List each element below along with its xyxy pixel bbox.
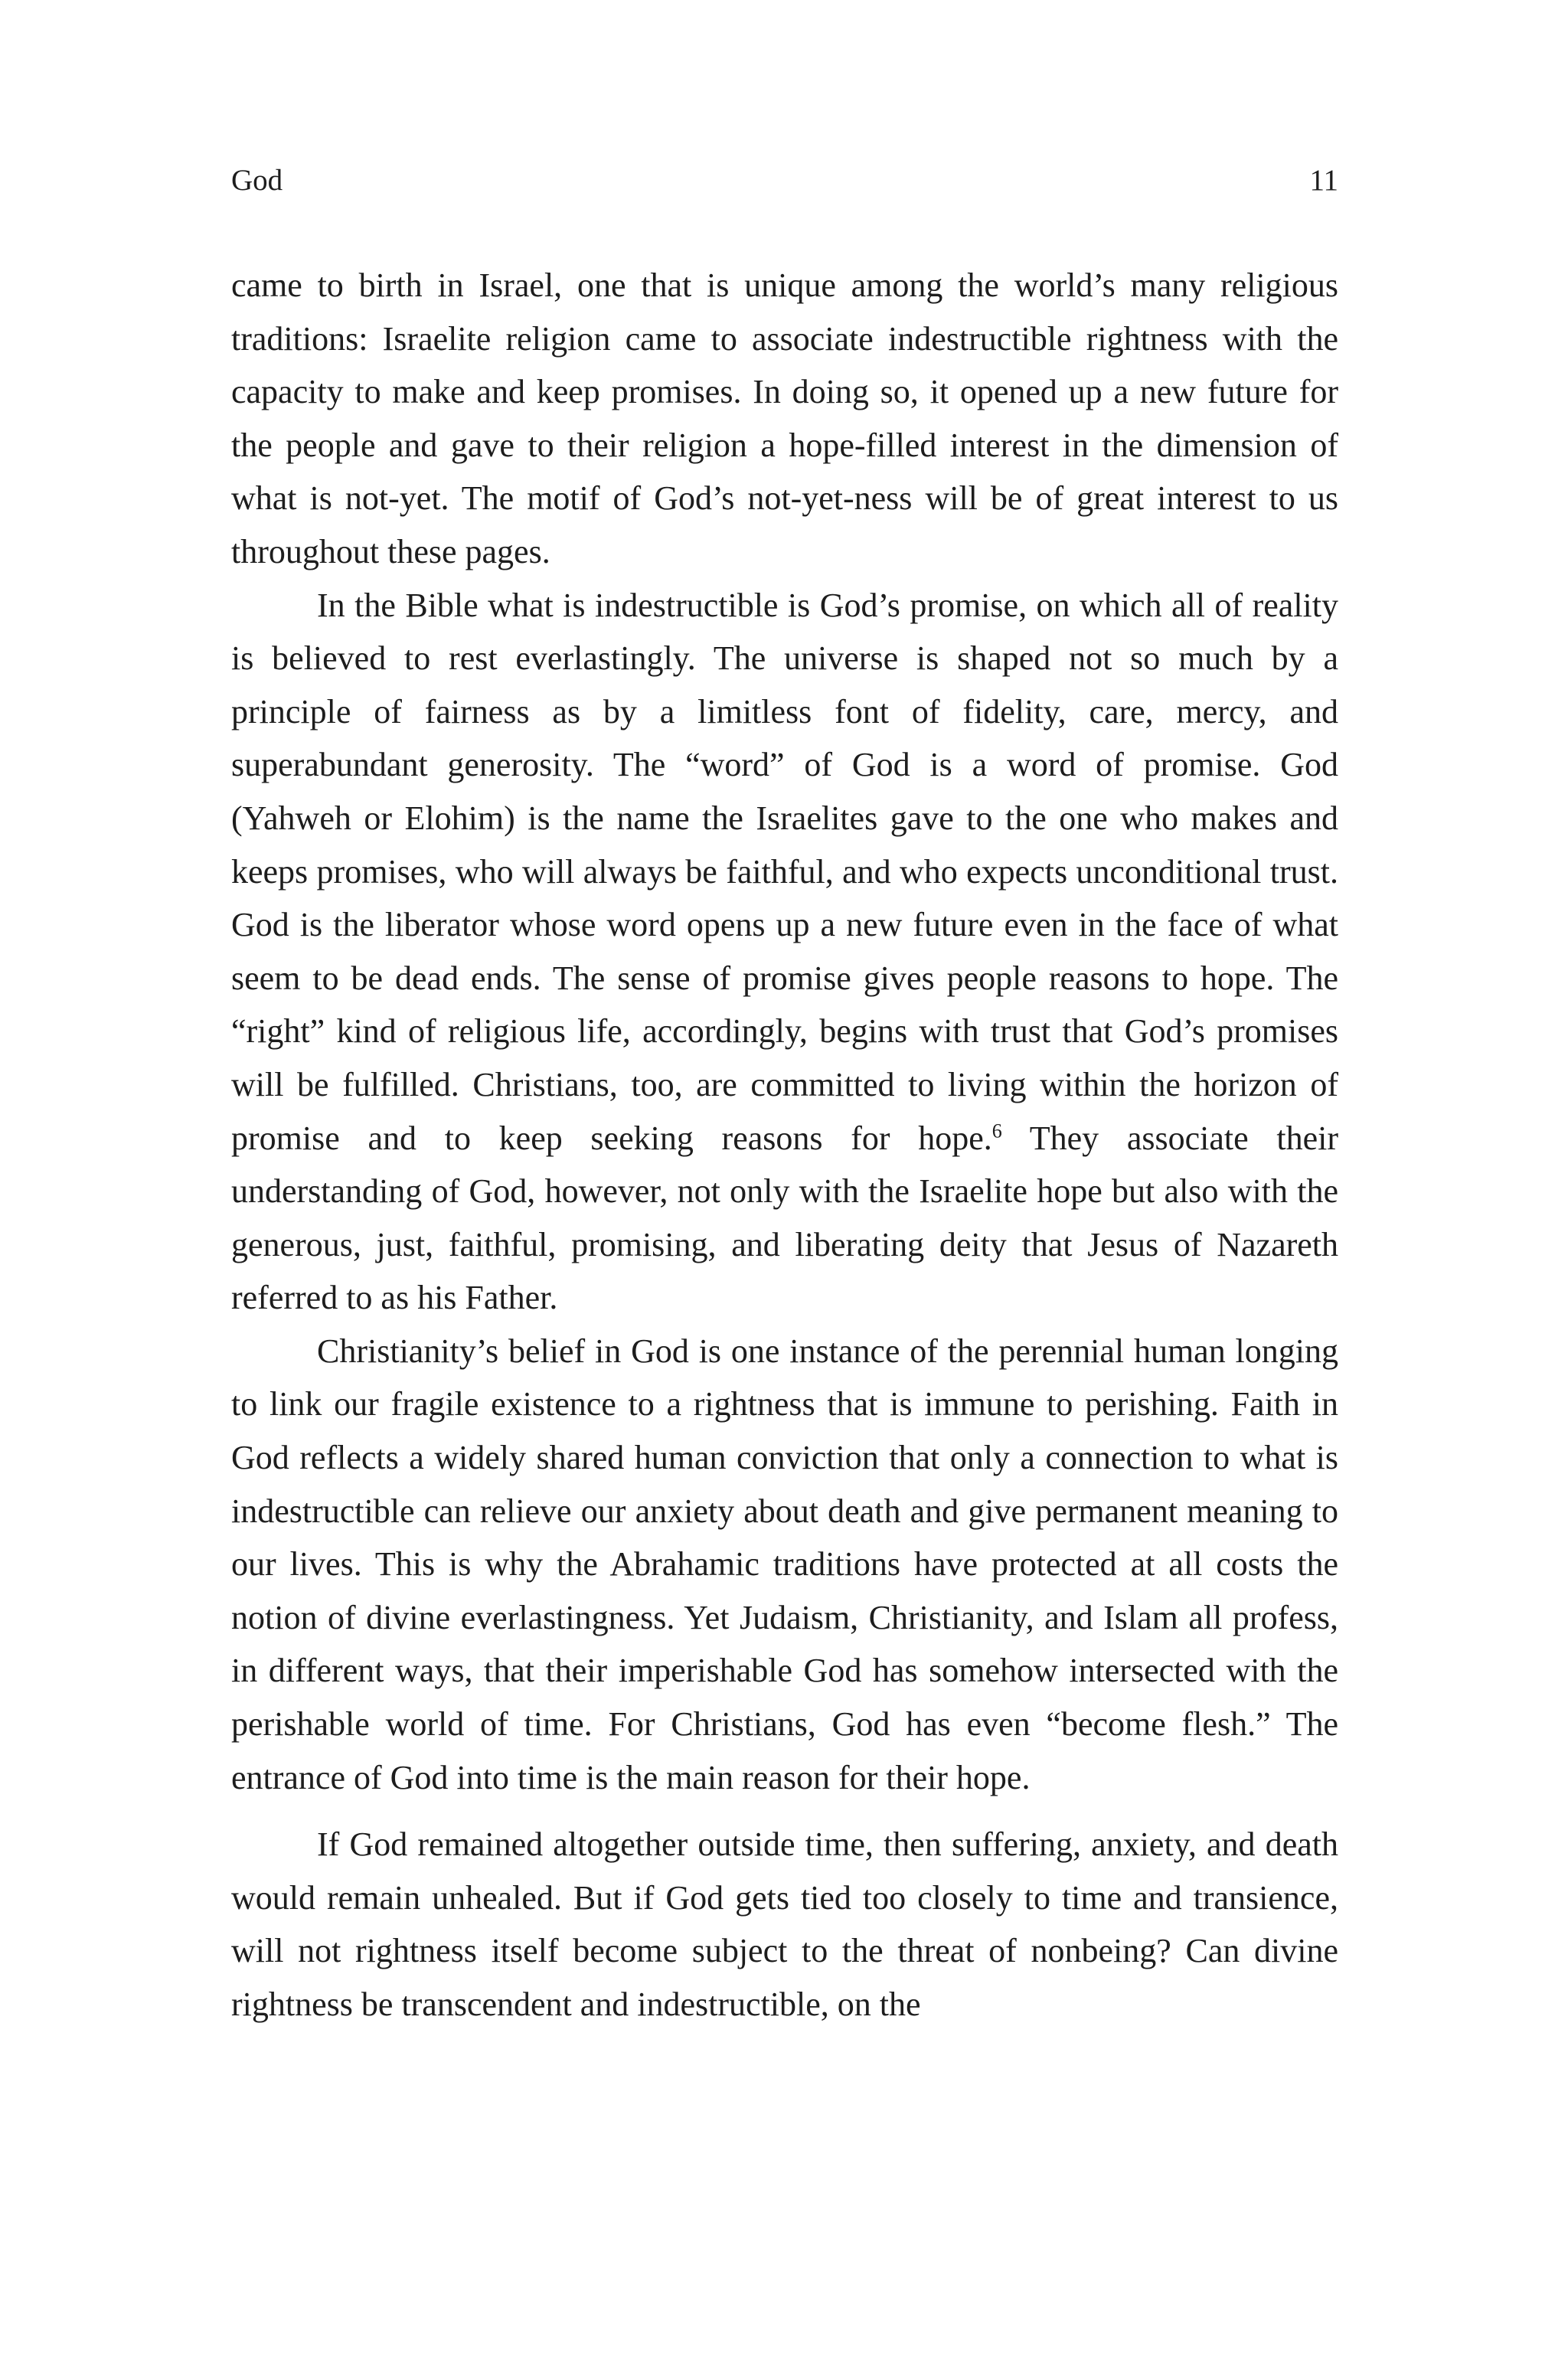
running-head (231, 158, 1338, 204)
paragraph-3: Christianity’s belief in God is one instance of the perennial human longing to link our fragile existence to a rightness that is immune to perishing. Faith in God reflects a widely shared human conviction that only a connection to what is indestructible can relieve our anxiety about death and give permanent meaning to our lives. This is why the Abrahamic traditions have protected at all costs the notion of divine everlastingness. Yet Judaism, Christianity, and Islam all profess, in different ways, that their imperishable God has somehow intersected with the perishable world of time. For Christians, God has even “become flesh.” The entrance of God into time is the main reason for their hope. (231, 1332, 1338, 1796)
footnote-reference[interactable]: 6 (991, 1119, 1002, 1142)
paragraph-2-part-b: They associate their understanding of God, however, not only with the Israelite hope but also with the generous, just, faithful, promising, and liberating deity that Jesus of Nazareth referred to as his Father. (231, 1119, 1339, 1317)
paragraph-4: If God remained altogether outside time, then suffering, anxiety, and death would remain unhealed. But if God gets tied too closely to time and transience, will not rightness itself become subject to the threat of nonbeing? Can divine rightness be transcendent and indestructible, on the (231, 1825, 1338, 2023)
body-text (231, 259, 1338, 2031)
paragraph-2 (231, 579, 1338, 1325)
page-number: 11 (1309, 164, 1338, 197)
paragraph-2-part-a: In the Bible what is indestructible is God’s promise, on which all of reality is believed to rest everlastingly. The universe is shaped not so much by a principle of fairness as by a limitless font of fidelity, care, mercy, and superabundant generosity. The “word” of God is a word of promise. God (Yahweh or Elohim) is the name the Israelites gave to the one who makes and keeps promises, who will always be faithful, and who expects unconditional trust. God is the liberator whose word opens up a new future even in the face of what seem to be dead ends. The sense of promise gives people reasons to hope. The “right” kind of religious life, accordingly, begins with trust that God’s promises will be fulfilled. Christians, too, are committed to living within the horizon of promise and to keep seeking reasons for hope. (231, 586, 1338, 1157)
paragraph-1: came to birth in Israel, one that is unique among the world’s many religious traditions: Israelite religion came to associate indestructible rightness with the capacity to make and keep promises. In doing so, it opened up a new future for the people and gave to their religion a hope-filled interest in the dimension of what is not-yet. The motif of God’s not-yet-ness will be of great interest to us throughout these pages. (231, 266, 1338, 570)
running-head-title: God (231, 164, 283, 197)
